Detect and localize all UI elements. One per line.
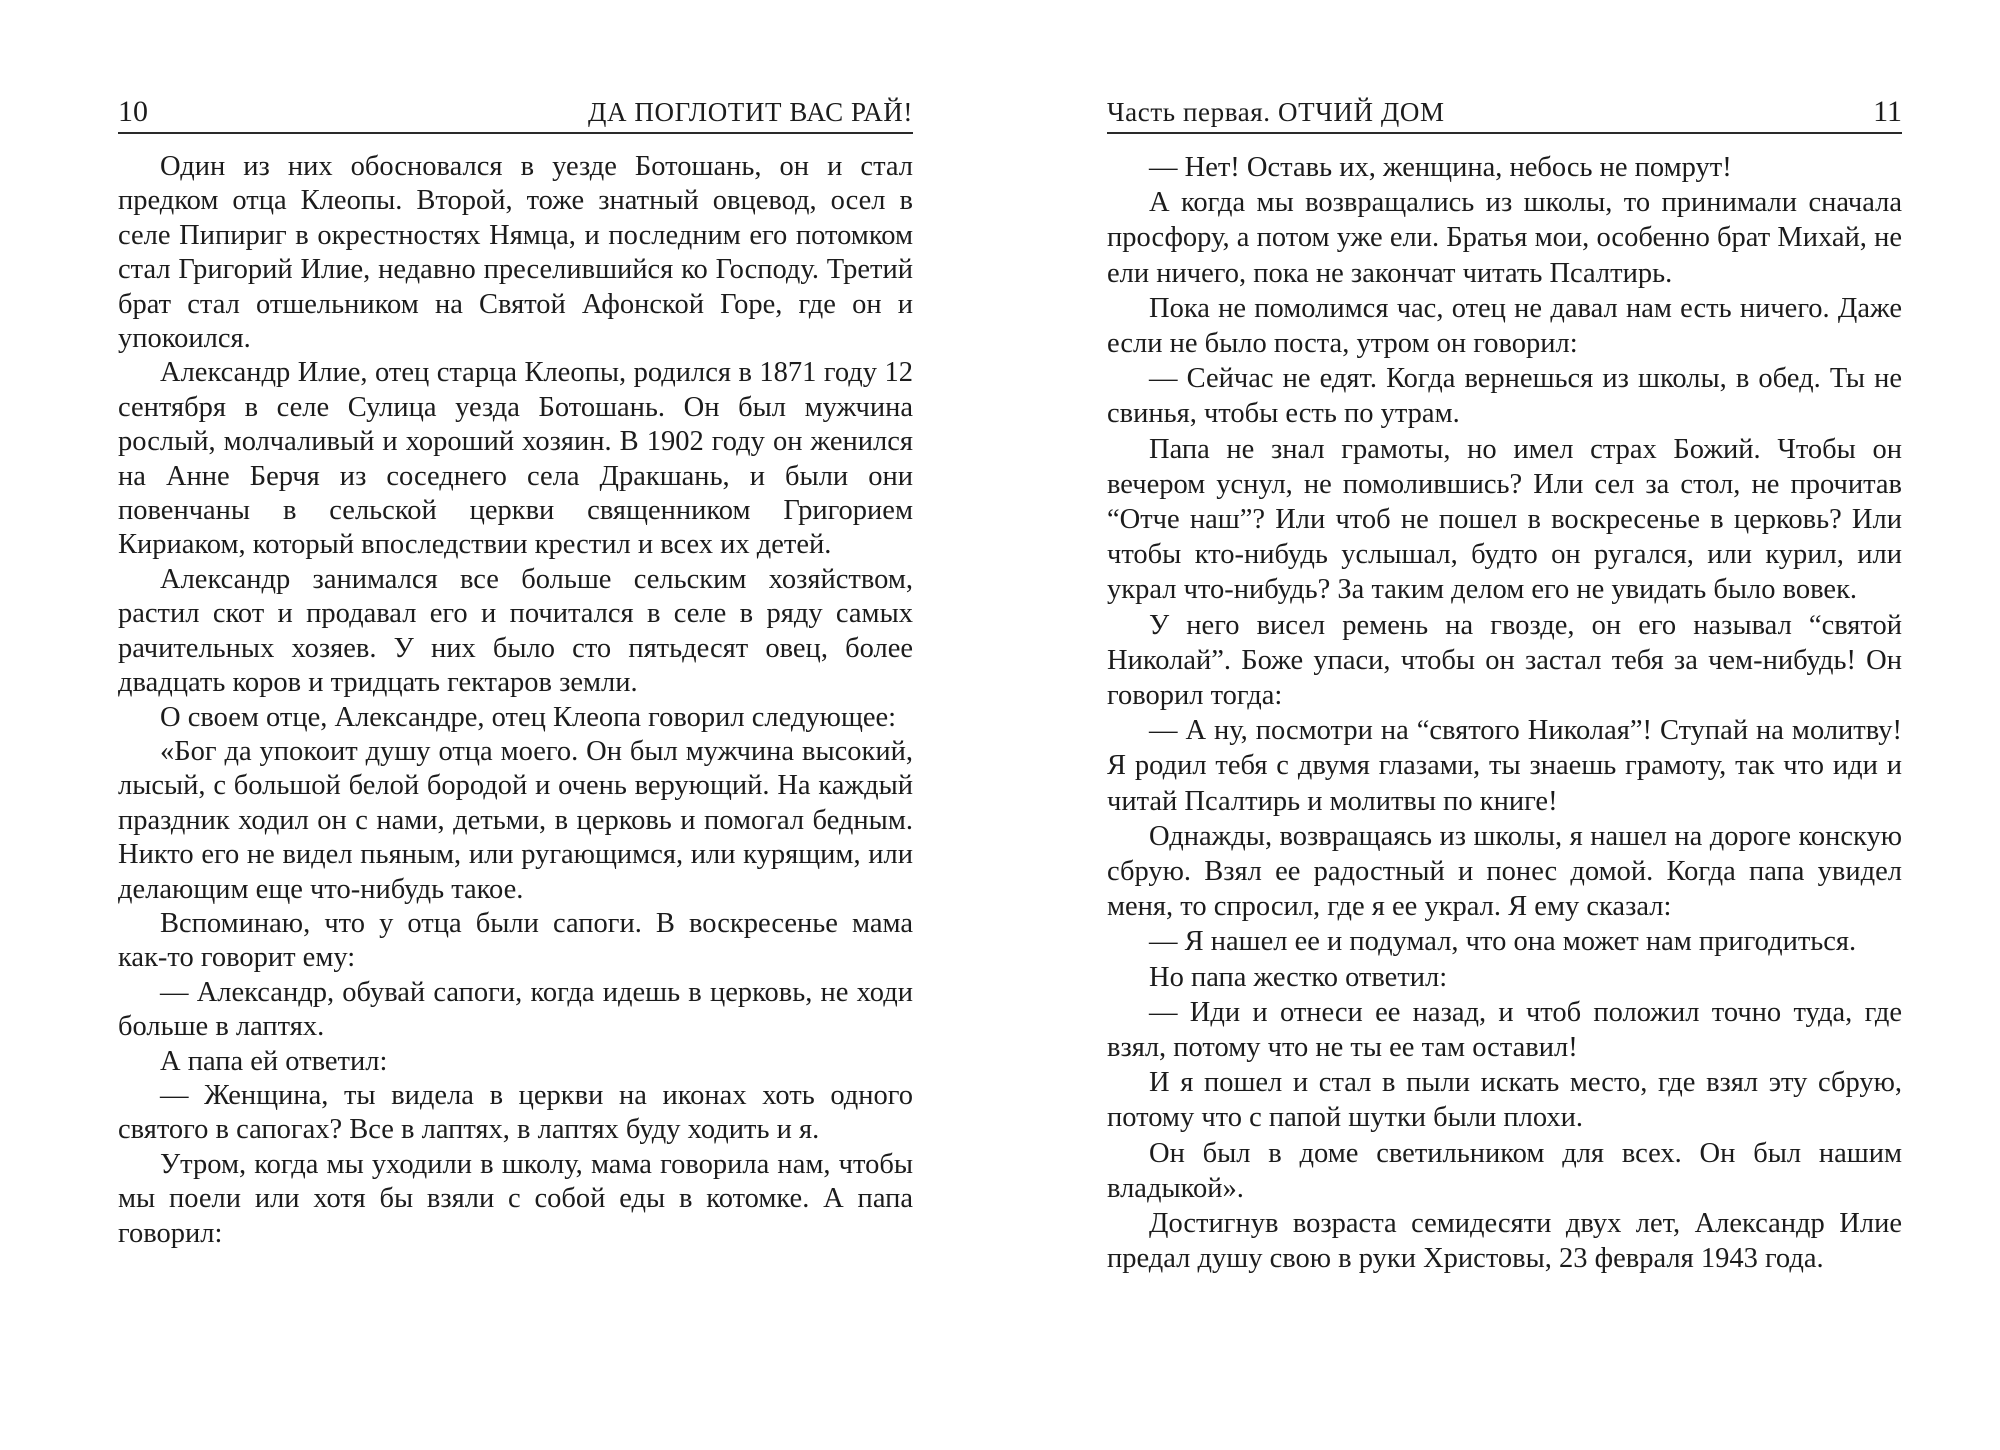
right-running-head [1107,92,1902,134]
left-page-number: 10 [118,95,148,128]
paragraph: У него висел ремень на гвозде, он его называл “святой Николай”. Боже упаси, чтобы он застал тебя за чем-нибудь! Он говорил тогда: [1107,609,1902,712]
paragraph: «Бог да упокоит душу отца моего. Он был мужчина высокий, лысый, с большой белой бородой и очень верующий. На каждый праздник ходил он с нами, детьми, в церковь и помогал бедным. Никто его не видел пьяным, или ругающимся, или курящим, или делающим еще что-нибудь такое. [118,735,913,905]
paragraph: Папа не знал грамоты, но имел страх Божий. Чтобы он вечером уснул, не помолившись? Или сел за стол, не прочитав “Отче наш”? Или чтоб не пошел в воскресенье в церковь? Или чтобы кто-нибудь услышал, будто он ругался, или курил, или украл что-нибудь? За таким делом его не увидать было вовек. [1107,433,1902,606]
paragraph: Пока не помолимся час, отец не давал нам есть ничего. Даже если не было поста, утром он говорил: [1107,292,1902,360]
paragraph: — Я нашел ее и подумал, что она может нам пригодиться. [1149,926,1857,958]
right-body-text [1107,150,1902,1277]
left-page [118,0,913,1450]
paragraph: Вспоминаю, что у отца были сапоги. В воскресенье мама как-то говорит ему: [118,907,913,974]
paragraph: Он был в доме светильником для всех. Он был нашим владыкой». [1107,1137,1902,1204]
right-running-title: Часть первая. ОТЧИЙ ДОМ [1107,97,1445,127]
paragraph: — Иди и отнеси ее назад, и чтоб положил точно туда, где взял, потому что не ты ее там оставил! [1107,996,1902,1064]
left-running-title: ДА ПОГЛОТИТ ВАС РАЙ! [587,97,913,127]
right-page [1107,0,1902,1450]
paragraph: Утром, когда мы уходили в школу, мама говорила нам, чтобы мы поели или хотя бы взяли с собой еды в котомке. А папа говорил: [118,1148,913,1249]
paragraph: — А ну, посмотри на “святого Николая”! Ступай на молитву! Я родил тебя с двумя глазами, ты знаешь грамоту, так что иди и читай Псалтирь и молитвы по книге! [1107,715,1902,817]
paragraph: А папа ей ответил: [160,1045,388,1077]
paragraph: — Нет! Оставь их, женщина, небось не помрут! [1149,152,1732,183]
left-running-head [118,92,913,134]
paragraph: — Александр, обувай сапоги, когда идешь в церковь, не ходи больше в лаптях. [118,976,913,1043]
paragraph: Один из них обосновался в уезде Ботошань, он и стал предком отца Клеопы. Второй, тоже знатный овцевод, осел в селе Пипириг в окрестностях Нямца, и последним его потомком стал Григорий Илие, недавно преселившийся ко Господу. Третий брат стал отшельником на Святой Афонской Горе, где он и упокоился. [118,151,913,355]
paragraph: — Женщина, ты видела в церкви на иконах хоть одного святого в сапогах? Все в лаптях, в лаптях буду ходить и я. [118,1079,913,1146]
paragraph: А когда мы возвращались из школы, то принимали сначала просфору, а потом уже ели. Братья мои, особенно брат Михай, не ели ничего, пока не закончат читать Псалтирь. [1107,187,1902,289]
paragraph: Александр занимался все больше сельским хозяйством, растил скот и продавал его и почитался в селе в ряду самых рачительных хозяев. У них было сто пятьдесят овец, более двадцать коров и тридцать гектаров земли. [118,563,913,699]
paragraph: Достигнув возраста семидесяти двух лет, Александр Илие предал душу свою в руки Христовы, 23 февраля 1943 года. [1107,1208,1902,1275]
paragraph: Но папа жестко ответил: [1149,961,1448,993]
paragraph: — Сейчас не едят. Когда вернешься из школы, в обед. Ты не свинья, чтобы есть по утрам. [1107,363,1902,430]
paragraph: О своем отце, Александре, отец Клеопа говорил следующее: [160,701,897,733]
left-body-text [118,150,913,1251]
right-page-number: 11 [1873,95,1902,128]
paragraph: Александр Илие, отец старца Клеопы, родился в 1871 году 12 сентября в селе Сулица уезда Ботошань. Он был мужчина рослый, молчаливый и хороший хозяин. В 1902 году он женился на Анне Берчя из соседнего села Дракшань, и были они повенчаны в сельской церкви священником Григорием Кириаком, который впоследствии крестил и всех их детей. [118,357,913,561]
paragraph: И я пошел и стал в пыли искать место, где взял эту сбрую, потому что с папой шутки были плохи. [1107,1067,1902,1134]
paragraph: Однажды, возвращаясь из школы, я нашел на дороге конскую сбрую. Взял ее радостный и понес домой. Когда папа увидел меня, то спросил, где я ее украл. Я ему сказал: [1107,820,1902,923]
